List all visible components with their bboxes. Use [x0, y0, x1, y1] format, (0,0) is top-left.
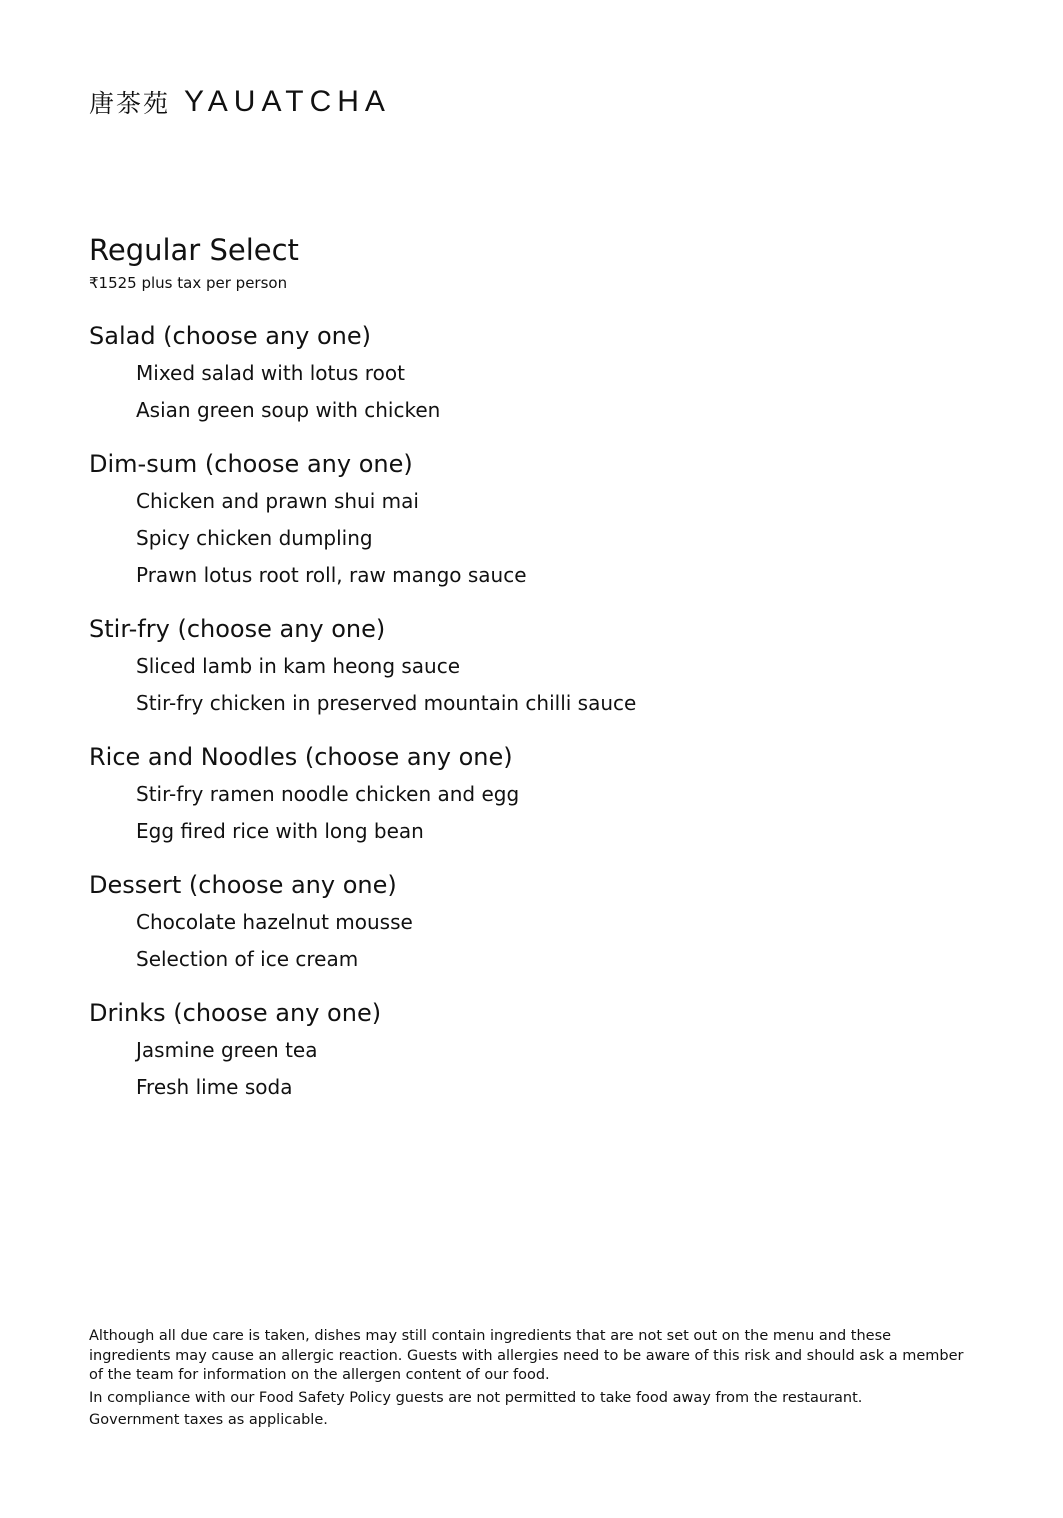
menu-item: Chocolate hazelnut mousse: [136, 910, 413, 934]
menu-item: Stir-fry chicken in preserved mountain chilli sauce: [136, 691, 637, 715]
menu-item: Fresh lime soda: [136, 1075, 293, 1099]
menu-section-salad: [89, 318, 989, 429]
allergen-notice: Although all due care is taken, dishes may still contain ingredients that are not set out on the menu and these ingredients may cause an allergic reaction. Guests with allergies need to be aware of this risk and should ask a member of the team for information on the allergen content of our food.: [89, 1328, 964, 1383]
section-title: Stir-fry (choose any one): [89, 615, 386, 643]
section-items: [89, 355, 989, 429]
menu-section-drinks: [89, 995, 989, 1106]
menu-item: Prawn lotus root roll, raw mango sauce: [136, 563, 527, 587]
menu-title: Regular Select: [89, 233, 299, 267]
logo-chinese-name: 唐茶苑: [89, 89, 171, 118]
menu-item: Egg fired rice with long bean: [136, 819, 424, 843]
section-items: [89, 483, 989, 594]
section-items: [89, 904, 989, 978]
section-items: [89, 776, 989, 850]
menu-sections: [89, 318, 989, 1123]
section-title: Rice and Noodles (choose any one): [89, 743, 513, 771]
menu-item: Chicken and prawn shui mai: [136, 489, 419, 513]
section-title: Dessert (choose any one): [89, 871, 397, 899]
menu-item: Jasmine green tea: [136, 1038, 318, 1062]
menu-item: Sliced lamb in kam heong sauce: [136, 654, 461, 678]
menu-section-rice-and-noodles: [89, 739, 989, 850]
menu-price: ₹1525 plus tax per person: [89, 274, 288, 292]
tax-notice: Government taxes as applicable.: [89, 1412, 328, 1428]
logo-english-name: YAUATCHA: [184, 85, 391, 118]
menu-section-dessert: [89, 867, 989, 978]
menu-item: Stir-fry ramen noodle chicken and egg: [136, 782, 520, 806]
food-safety-notice: In compliance with our Food Safety Policy guests are not permitted to take food away from the restaurant.: [89, 1389, 863, 1406]
menu-section-dim-sum: [89, 446, 989, 594]
menu-item: Mixed salad with lotus root: [136, 361, 405, 385]
brand-logo: [89, 84, 391, 120]
section-title: Drinks (choose any one): [89, 999, 382, 1027]
menu-item: Selection of ice cream: [136, 947, 359, 971]
footer-notices: [89, 1327, 974, 1434]
menu-section-stir-fry: [89, 611, 989, 722]
section-title: Dim-sum (choose any one): [89, 450, 413, 478]
menu-item: Spicy chicken dumpling: [136, 526, 373, 550]
section-title: Salad (choose any one): [89, 322, 371, 350]
menu-item: Asian green soup with chicken: [136, 398, 441, 422]
section-items: [89, 1032, 989, 1106]
section-items: [89, 648, 989, 722]
